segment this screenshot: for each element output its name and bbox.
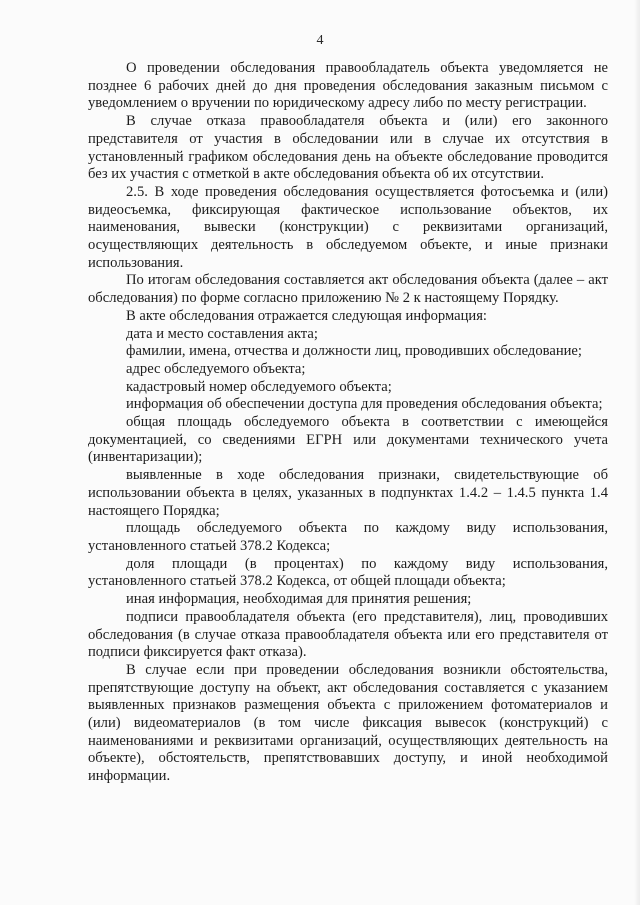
list-item-usage-signs: выявленные в ходе обследования признаки, свидетельствующие об использовании объекта в целях, указанных в подпунктах 1.4.2 – 1.4.5 пункта 1.4 настоящего Порядка; bbox=[88, 467, 608, 519]
paragraph-2-5-photo-video: 2.5. В ходе проведения обследования осуществляется фотосъемка и (или) видеосъемка, фиксирующая фактическое использование объектов, их наименования, вывески (конструкции) с реквизитами организаций, осуществляющих деятельность в обследуемом объекте, и иные признаки использования. bbox=[88, 183, 608, 271]
paragraph-inspection-act: По итогам обследования составляется акт обследования объекта (далее – акт обследования) по форме согласно приложению № 2 к настоящему Порядку. bbox=[88, 272, 608, 307]
list-item-signatures: подписи правообладателя объекта (его представителя), лиц, проводивших обследования (в случае отказа правообладателя объекта или его представителя от подписи фиксируется факт отказа). bbox=[88, 608, 608, 661]
list-item-date-place: дата и место составления акта; bbox=[126, 325, 318, 342]
paragraph-act-contents-intro: В акте обследования отражается следующая информация: bbox=[126, 307, 487, 324]
page-number: 4 bbox=[316, 33, 324, 48]
list-item-area-by-use: площадь обследуемого объекта по каждому виду использования, установленного статьей 378.2 Кодекса; bbox=[88, 520, 608, 554]
list-item-other-info: иная информация, необходимая для принятия решения; bbox=[126, 591, 472, 608]
list-item-address: адрес обследуемого объекта; bbox=[126, 360, 306, 377]
paragraph-access-obstacles: В случае если при проведении обследования возникли обстоятельства, препятствующие доступу на объект, акт обследования составляется с указанием выявленных признаков размещения объекта с приложением фотоматериалов и (или) видеоматериалов (в том числе фиксация вывесок (конструкций) с наименованиями и реквизитами организаций, осуществляющих деятельность на объекте), обстоятельств, препятствовавших доступу, и иной необходимой информации. bbox=[88, 661, 608, 785]
list-item-cadastral-number: кадастровый номер обследуемого объекта; bbox=[126, 378, 392, 395]
paragraph-notification: О проведении обследования правообладатель объекта уведомляется не позднее 6 рабочих дней до дня проведения обследования заказным письмом с уведомлением о вручении по юридическому адресу либо по месту регистрации. bbox=[88, 60, 608, 112]
list-item-access-info: информация об обеспечении доступа для проведения обследования объекта; bbox=[126, 396, 603, 413]
list-item-persons: фамилии, имена, отчества и должности лиц, проводивших обследование; bbox=[126, 343, 582, 360]
list-item-area-share: доля площади (в процентах) по каждому виду использования, установленного статьей 378.2 Кодекса, от общей площади объекта; bbox=[88, 555, 608, 590]
list-item-total-area: общая площадь обследуемого объекта в соответствии с имеющейся документацией, со сведениями ЕГРН или документами технического учета (инвентаризации); bbox=[88, 414, 608, 466]
paragraph-owner-refusal: В случае отказа правообладателя объекта и (или) его законного представителя от участия в обследовании или в случае их отсутствия в установленный графиком обследования день на объекте обследование проводится без их участия с отметкой в акте обследования объекта об их отсутствии. bbox=[88, 113, 608, 183]
document-body bbox=[88, 60, 608, 786]
scan-edge-shadow bbox=[634, 0, 640, 905]
